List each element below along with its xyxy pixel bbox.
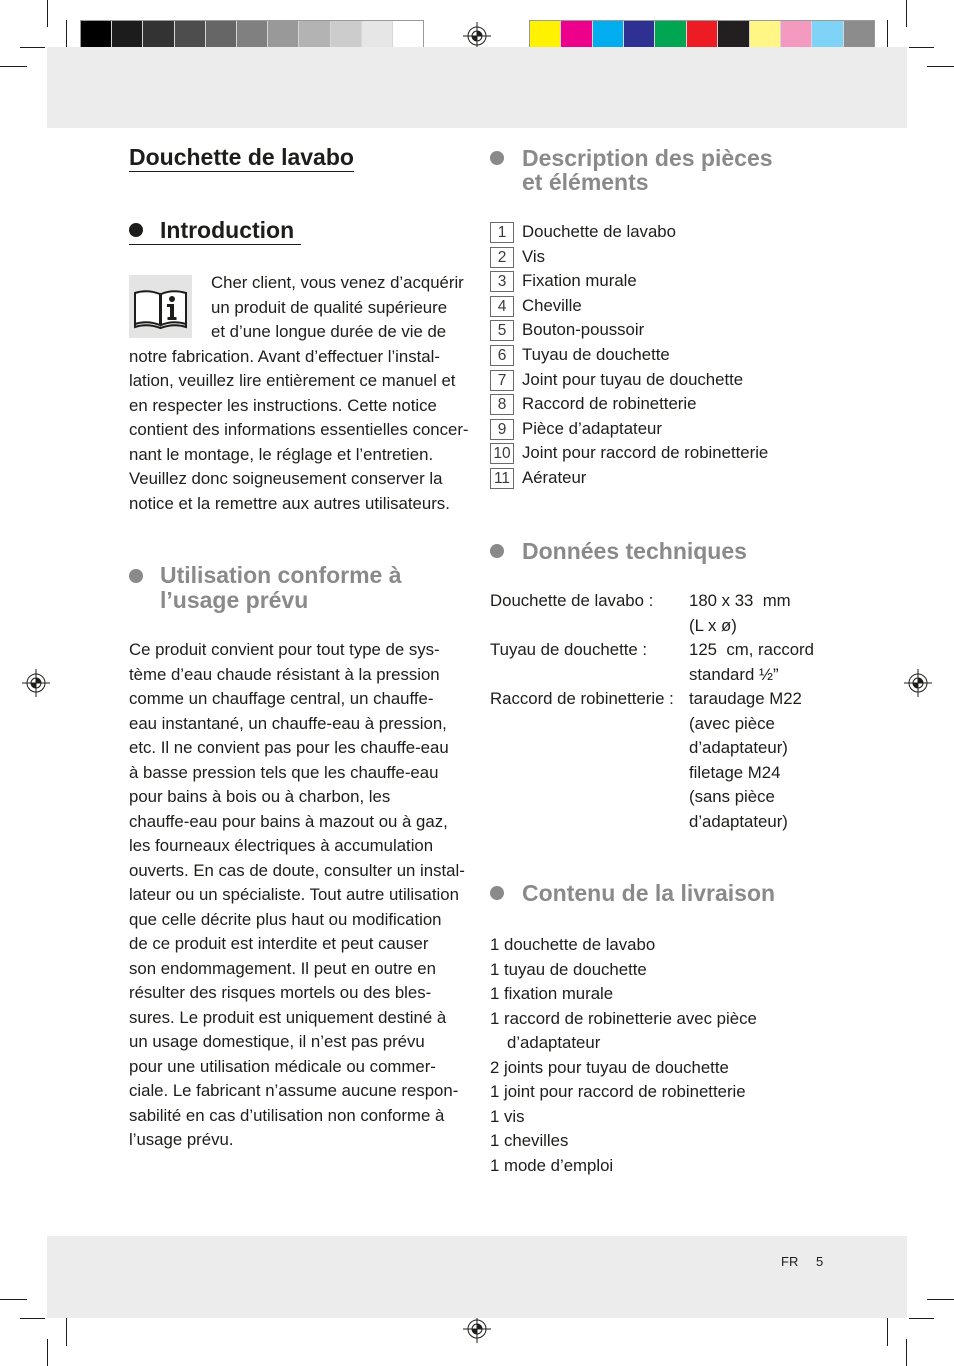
page-number: 5: [816, 1254, 824, 1269]
grayscale-swatch: [299, 21, 330, 50]
process-color-swatch: [718, 21, 749, 50]
text-line: sabilité en cas d’utilisation non conforme à: [129, 1105, 445, 1125]
parts-list-item: [490, 417, 830, 442]
list-item: [490, 1129, 830, 1154]
list-item-text: 1 raccord de robinetterie avec pièce: [490, 1008, 757, 1028]
parts-list-item: [490, 343, 830, 368]
parts-heading: [490, 146, 773, 194]
text-line: de ce produit est interdite et peut causer: [129, 934, 429, 953]
crop-mark: [47, 1339, 48, 1366]
text-line: comme un chauffage central, un chauffe-: [129, 689, 434, 708]
list-item-text: 1 mode d’emploi: [490, 1155, 614, 1175]
part-label: Aérateur: [522, 467, 587, 487]
registration-mark-icon: [904, 669, 932, 697]
list-item: [490, 1056, 830, 1081]
list-item: [490, 1080, 830, 1105]
crop-mark: [887, 20, 888, 48]
value-line: d’adaptateur): [689, 738, 788, 757]
parts-list-item: [490, 220, 830, 245]
text-line: pour bains à bois ou à charbon, les: [129, 787, 391, 806]
parts-list-item: [490, 368, 830, 393]
part-number: 11: [490, 468, 514, 489]
crop-mark: [927, 66, 954, 67]
crop-mark: [47, 0, 48, 27]
part-label: Joint pour raccord de robinetterie: [522, 443, 769, 463]
crop-mark: [909, 47, 934, 48]
text-line: résulter des risques mortels ou des bles-: [129, 983, 432, 1002]
part-number: 6: [490, 345, 514, 366]
part-label: Vis: [522, 246, 546, 266]
heading-bullet: [129, 223, 143, 237]
text-line: les fourneaux électriques à accumulation: [129, 836, 434, 855]
heading-bullet: [490, 544, 504, 558]
text-line: en respecter les instructions. Cette notice: [129, 395, 437, 415]
grayscale-swatch: [81, 21, 112, 50]
list-item-text: 1 vis: [490, 1106, 525, 1126]
registration-mark-icon: [463, 22, 491, 50]
text-line: un usage domestique, il n’est pas prévu: [129, 1032, 425, 1051]
part-label: Fixation murale: [522, 271, 637, 291]
intended-use-heading: [129, 563, 402, 613]
value-line: (avec pièce: [689, 713, 775, 733]
value-line: (sans pièce: [689, 787, 775, 806]
process-color-swatch: [781, 21, 812, 50]
intended-use-heading-line: l’usage prévu: [160, 587, 309, 613]
crop-mark: [927, 1299, 954, 1300]
parts-list-item: [490, 245, 830, 270]
text-line: l’usage prévu.: [129, 1130, 234, 1149]
text-line: que celle décrite plus haut ou modification: [129, 909, 442, 929]
product-title-text: Douchette de lavabo: [129, 144, 354, 170]
text-line: lateur ou un spécialiste. Tout autre utilisation: [129, 885, 459, 904]
intended-use-text: [129, 638, 469, 1153]
part-number: 4: [490, 296, 514, 317]
part-label: Bouton-poussoir: [522, 320, 645, 340]
list-item: [490, 1154, 830, 1179]
part-label: Joint pour tuyau de douchette: [522, 369, 744, 389]
list-item: [490, 933, 830, 958]
text-line: son endommagement. Il peut en outre en: [129, 958, 436, 978]
parts-list-item: [490, 392, 830, 417]
value-line: (L x ø): [689, 615, 737, 635]
technical-data-value: [689, 589, 791, 638]
parts-list-item: [490, 318, 830, 343]
introduction-text: [129, 271, 469, 516]
part-number: 10: [490, 443, 514, 464]
registration-mark-icon: [463, 1315, 491, 1343]
grayscale-swatch: [175, 21, 206, 50]
grayscale-swatch: [331, 21, 362, 50]
heading-bullet: [129, 569, 143, 583]
technical-data-heading-text: Données techniques: [522, 538, 747, 564]
footer-language: FR: [781, 1254, 799, 1269]
delivery-contents-list: [490, 933, 830, 1178]
grayscale-swatch: [268, 21, 299, 50]
part-label: Raccord de robinetterie: [522, 394, 697, 414]
part-label: Tuyau de douchette: [522, 344, 670, 364]
grayscale-swatch: [143, 21, 174, 50]
part-number: 9: [490, 419, 514, 440]
text-line: etc. Il ne convient pas pour les chauffe-eau: [129, 738, 449, 757]
technical-data-heading: [490, 539, 747, 563]
process-color-swatch: [561, 21, 592, 50]
list-item-text: 2 joints pour tuyau de douchette: [490, 1057, 729, 1077]
text-line: un produit de qualité supérieure: [211, 297, 448, 317]
crop-mark: [20, 1318, 45, 1319]
text-line: eau instantané, un chauffe-eau à pression,: [129, 713, 447, 733]
part-number: 7: [490, 370, 514, 391]
crop-mark: [20, 47, 45, 48]
technical-data-label: Tuyau de douchette :: [490, 640, 648, 659]
text-line: tème d’eau chaude résistant à la pression: [129, 664, 440, 684]
heading-bullet: [490, 886, 504, 900]
registration-mark-icon: [22, 669, 50, 697]
crop-mark: [66, 20, 67, 48]
parts-list-item: [490, 294, 830, 319]
list-item: [490, 1007, 830, 1056]
technical-data-label: Douchette de lavabo :: [490, 591, 654, 610]
text-line: contient des informations essentielles concer-: [129, 420, 469, 439]
value-line: d’adaptateur): [689, 811, 788, 831]
text-line: ciale. Le fabricant n’assume aucune respon-: [129, 1081, 459, 1100]
part-number: 5: [490, 320, 514, 341]
text-line: Ce produit convient pour tout type de sys-: [129, 640, 440, 659]
parts-list-item: [490, 466, 830, 491]
list-item-text: 1 chevilles: [490, 1131, 569, 1150]
parts-heading-line: et éléments: [522, 169, 649, 195]
crop-mark: [887, 1318, 888, 1346]
parts-list-item: [490, 441, 830, 466]
crop-mark: [66, 1318, 67, 1346]
list-item-text: d’adaptateur: [507, 1033, 601, 1052]
text-line: ouverts. En cas de doute, consulter un instal-: [129, 860, 465, 880]
technical-data-value: [689, 638, 814, 687]
technical-data-table: [490, 589, 830, 831]
text-line: à basse pression tels que les chauffe-eau: [129, 762, 439, 782]
grayscale-swatch: [206, 21, 237, 50]
process-color-swatch: [593, 21, 624, 50]
text-line: Cher client, vous venez d’acquérir: [211, 273, 464, 292]
value-line: 125 cm, raccord: [689, 640, 814, 659]
crop-mark: [0, 1299, 27, 1300]
list-item: [490, 958, 830, 983]
technical-data-value: [689, 687, 802, 834]
text-line: chauffe-eau pour bains à mazout ou à gaz,: [129, 811, 448, 831]
process-color-swatch: [687, 21, 718, 50]
part-label: Cheville: [522, 295, 582, 315]
process-color-swatch: [655, 21, 686, 50]
text-line: et d’une longue durée de vie de: [211, 322, 447, 341]
crop-mark: [906, 1339, 907, 1366]
process-color-swatch: [844, 21, 874, 50]
list-item-text: 1 douchette de lavabo: [490, 935, 656, 954]
parts-list-item: [490, 269, 830, 294]
part-number: 2: [490, 247, 514, 268]
grayscale-swatch: [237, 21, 268, 50]
text-line: notre fabrication. Avant d’effectuer l’instal-: [129, 346, 440, 366]
text-line: nant le montage, le réglage et l’entretien.: [129, 444, 434, 464]
text-line: pour une utilisation médicale ou commer-: [129, 1056, 436, 1076]
product-title: [129, 145, 354, 172]
list-item-text: 1 fixation murale: [490, 984, 614, 1003]
list-item-text: 1 tuyau de douchette: [490, 959, 647, 979]
part-number: 8: [490, 394, 514, 415]
list-item: [490, 982, 830, 1007]
process-color-swatch: [750, 21, 781, 50]
part-label: Douchette de lavabo: [522, 222, 676, 241]
delivery-contents-heading-text: Contenu de la livraison: [522, 880, 776, 906]
text-line: Veuillez donc soigneusement conserver la: [129, 469, 443, 488]
process-color-swatch: [530, 21, 561, 50]
value-line: standard ½”: [689, 664, 779, 684]
technical-data-label: Raccord de robinetterie :: [490, 689, 674, 708]
crop-mark: [909, 1318, 934, 1319]
crop-mark: [0, 66, 27, 67]
grayscale-swatch: [362, 21, 393, 50]
value-line: filetage M24: [689, 762, 781, 782]
list-item: [490, 1105, 830, 1130]
heading-bullet: [490, 151, 504, 165]
process-color-swatch: [624, 21, 655, 50]
parts-list: [490, 220, 830, 491]
value-line: taraudage M22: [689, 689, 802, 708]
text-line: notice et la remettre aux autres utilisateurs.: [129, 493, 450, 513]
parts-heading-line: Description des pièces: [522, 145, 773, 171]
text-line: lation, veuillez lire entièrement ce manuel et: [129, 371, 456, 390]
header-band: [47, 47, 907, 128]
footer-band: [47, 1236, 907, 1318]
crop-mark: [906, 0, 907, 27]
process-color-swatch: [812, 21, 843, 50]
part-number: 1: [490, 222, 514, 243]
list-item-text: 1 joint pour raccord de robinetterie: [490, 1082, 746, 1101]
introduction-heading: [129, 218, 301, 245]
part-label: Pièce d’adaptateur: [522, 418, 662, 438]
part-number: 3: [490, 271, 514, 292]
intended-use-heading-line: Utilisation conforme à: [160, 562, 402, 588]
value-line: 180 x 33 mm: [689, 591, 791, 610]
grayscale-swatch: [112, 21, 143, 50]
introduction-heading-text: Introduction: [160, 217, 295, 243]
grayscale-swatch: [393, 21, 423, 50]
text-line: sures. Le produit est uniquement destiné à: [129, 1007, 447, 1027]
delivery-contents-heading: [490, 881, 775, 905]
